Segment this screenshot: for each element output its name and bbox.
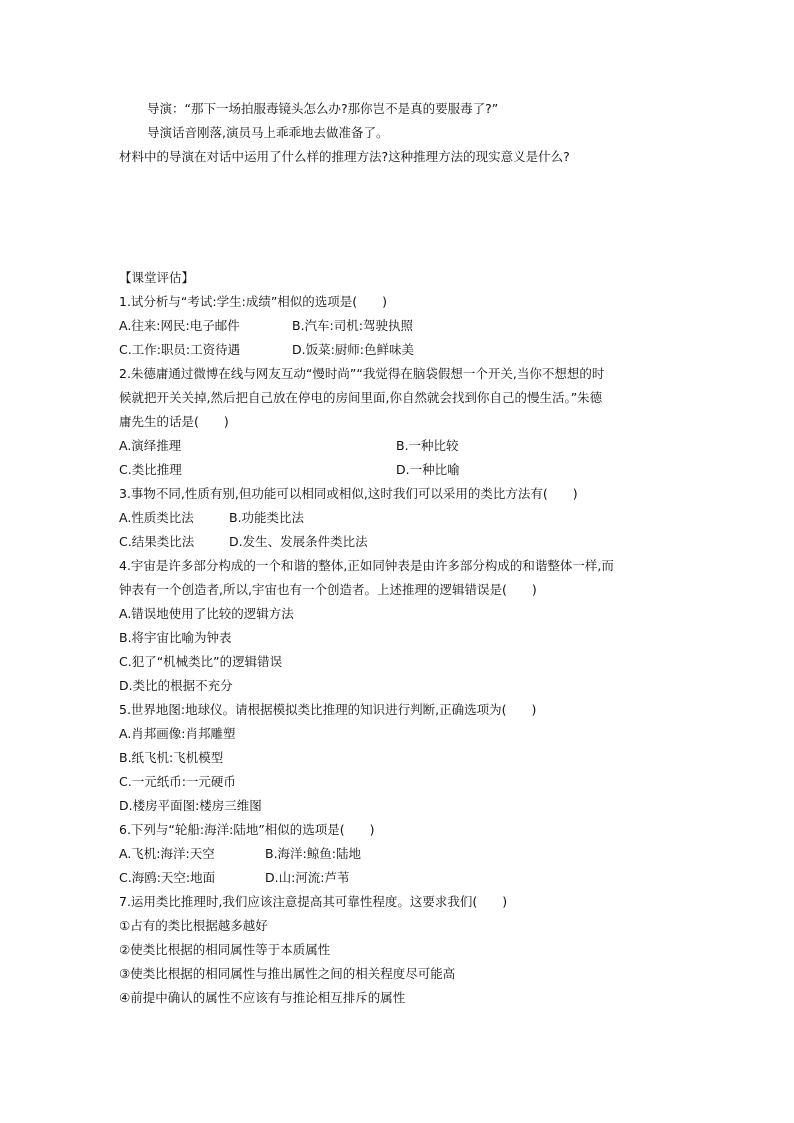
statement-3: ③使类比根据的相同属性与推出属性之间的相关程度尽可能高: [119, 966, 456, 981]
option-b: B.汽车:司机:驾驶执照: [292, 318, 413, 333]
section-title: 【课堂评估】: [119, 270, 195, 285]
question-3-options-ab: [119, 506, 679, 530]
question-3-options-cd: [119, 530, 679, 554]
material-question: 材料中的导演在对话中运用了什么样的推理方法?这种推理方法的现实意义是什么?: [119, 149, 570, 164]
question-1-options-ab: [119, 314, 679, 338]
option-a: A.飞机:海洋:天空: [119, 846, 215, 861]
question-6-options-cd: [119, 866, 679, 890]
narration-line: 导演话音刚落,演员马上乖乖地去做准备了。: [147, 125, 389, 140]
question-2-options-cd: [119, 458, 679, 482]
question-7-stem: 7.运用类比推理时,我们应该注意提高其可靠性程度。这要求我们( ): [119, 894, 508, 909]
question-5-stem: 5.世界地图:地球仪。请根据模拟类比推理的知识进行判断,正确选项为( ): [119, 702, 537, 717]
option-c: C.结果类比法: [119, 534, 195, 549]
question-4-stem-line-1: 4.宇宙是许多部分构成的一个和谐的整体,正如同钟表是由许多部分构成的和谐整体一样,而: [119, 558, 614, 573]
question-2-options-ab: [119, 434, 679, 458]
material-passage: [119, 97, 679, 169]
option-a: A.错误地使用了比较的逻辑方法: [119, 606, 294, 621]
option-b: B.纸飞机:飞机模型: [119, 750, 224, 765]
option-c: C.犯了“机械类比”的逻辑错误: [119, 654, 283, 669]
option-c: C.类比推理: [119, 462, 182, 477]
option-d: D.类比的根据不充分: [119, 678, 233, 693]
statement-2: ②使类比根据的相同属性等于本质属性: [119, 942, 331, 957]
option-d: D.一种比喻: [396, 462, 460, 477]
option-d: D.发生、发展条件类比法: [229, 534, 368, 549]
question-6-stem: 6.下列与“轮船:海洋:陆地”相似的选项是( ): [119, 822, 375, 837]
option-c: C.工作:职员:工资待遇: [119, 342, 241, 357]
question-2-stem-line-3: 庸先生的话是( ): [119, 414, 229, 429]
option-d: D.饭菜:厨师:色鲜味美: [292, 342, 415, 357]
director-quote: 导演：“那下一场拍服毒镜头怎么办?那你岂不是真的要服毒了?”: [147, 101, 499, 116]
option-d: D.山:河流:芦苇: [265, 870, 350, 885]
question-2-stem-line-2: 候就把开关关掉,然后把自己放在停电的房间里面,你自然就会找到你自己的慢生活。”朱德: [119, 390, 603, 405]
option-a: A.演绎推理: [119, 438, 182, 453]
option-d: D.楼房平面图:楼房三维图: [119, 798, 262, 813]
option-b: B.功能类比法: [229, 510, 305, 525]
option-a: A.肖邦画像:肖邦雕塑: [119, 726, 236, 741]
option-b: B.海洋:鲸鱼:陆地: [265, 846, 361, 861]
statement-1: ①占有的类比根据越多越好: [119, 918, 268, 933]
question-6-options-ab: [119, 842, 679, 866]
classroom-assessment: [119, 266, 679, 1010]
question-4-stem-line-2: 钟表有一个创造者,所以,宇宙也有一个创造者。上述推理的逻辑错误是( ): [119, 582, 537, 597]
option-b: B.将宇宙比喻为钟表: [119, 630, 232, 645]
question-2-stem-line-1: 2.朱德庸通过微博在线与网友互动“慢时尚”“我觉得在脑袋假想一个开关,当你不想想的时: [119, 366, 605, 381]
option-c: C.海鸥:天空:地面: [119, 870, 216, 885]
question-3-stem: 3.事物不同,性质有别,但功能可以相同或相似,这时我们可以采用的类比方法有( ): [119, 486, 578, 501]
question-1-stem: 1.试分析与“考试:学生:成绩”相似的选项是( ): [119, 294, 388, 309]
option-a: A.往来:网民:电子邮件: [119, 318, 240, 333]
question-1-options-cd: [119, 338, 679, 362]
option-a: A.性质类比法: [119, 510, 194, 525]
option-b: B.一种比较: [396, 438, 459, 453]
statement-4: ④前提中确认的属性不应该有与推论相互排斥的属性: [119, 990, 406, 1005]
option-c: C.一元纸币:一元硬币: [119, 774, 236, 789]
